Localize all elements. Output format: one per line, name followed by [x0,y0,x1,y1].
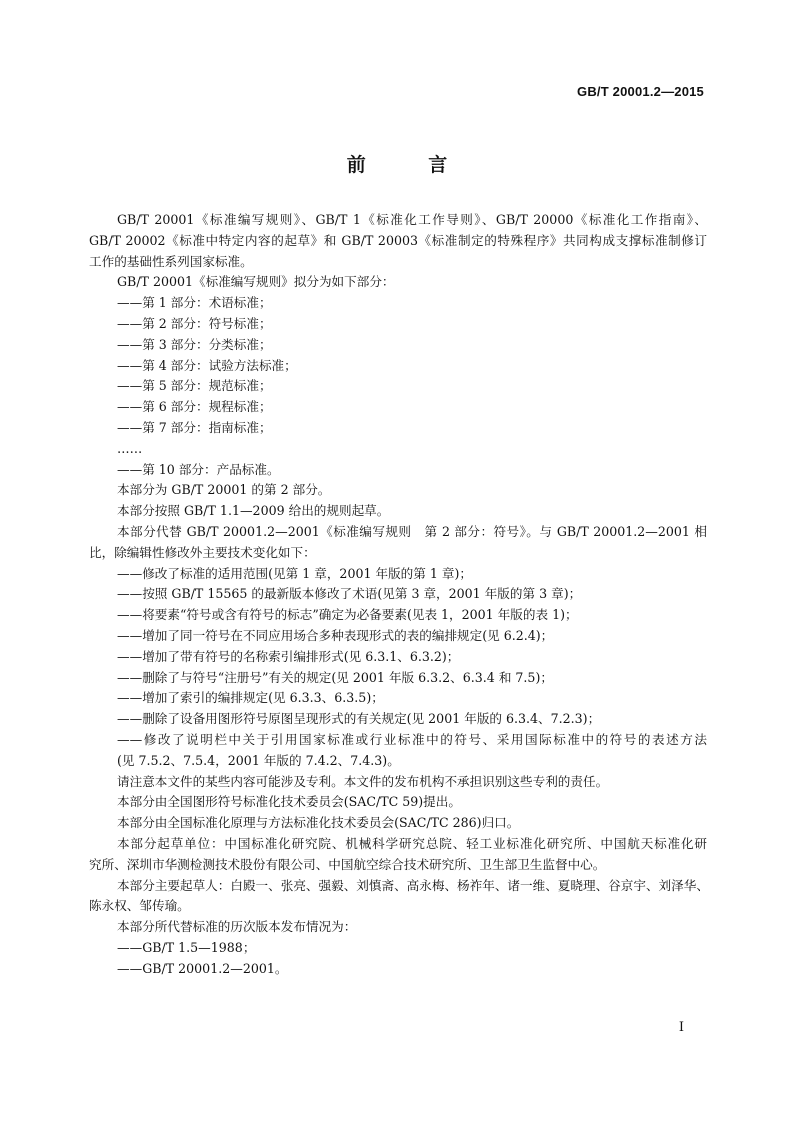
paragraph-line: 请注意本文件的某些内容可能涉及专利。本文件的发布机构不承担识别这些专利的责任。 [117,773,609,789]
list-item: ——第 1 部分：术语标准； [117,295,272,311]
list-item: ——删除了设备用图形符号原图呈现形式的有关规定(见 2001 年版的 6.3.4、7.2.3)； [117,711,601,727]
standard-code: GB/T 20001.2—2015 [577,84,704,99]
list-item: ——第 10 部分：产品标准。 [117,461,280,477]
list-item: ——将要素“符号或含有符号的标志”确定为必备要素(见表 1，2001 年版的表 1)； [117,607,578,623]
list-item: ——第 6 部分：规程标准； [117,399,272,415]
list-item: ——GB/T 1.5—1988； [117,939,256,955]
paragraph-line: 本部分起草单位：中国标准化研究院、机械科学研究总院、轻工业标准化研究所、中国航天标准化研 [117,835,707,851]
paragraph-line: 本部分代替 GB/T 20001.2—2001《标准编写规则 第 2 部分：符号》。与 GB/T 20001.2—2001 相 [117,523,707,539]
paragraph-line: 本部分由全国图形符号标准化技术委员会(SAC/TC 59)提出。 [117,794,461,810]
list-item: ——第 7 部分：指南标准； [117,419,272,435]
paragraph-line: 比，除编辑性修改外主要技术变化如下： [89,544,316,560]
paragraph-line: 本部分所代替标准的历次版本发布情况为： [117,919,357,935]
paragraph-line: 本部分由全国标准化原理与方法标准化技术委员会(SAC/TC 286)归口。 [117,815,520,831]
list-item: ——增加了带有符号的名称索引编排形式(见 6.3.1、6.3.2)； [117,648,460,664]
paragraph-line: GB/T 20002《标准中特定内容的起草》和 GB/T 20003《标准制定的特殊程序》共同构成支撑标准制修订 [89,232,707,248]
foreword-body [89,210,707,979]
page-title: 前 言 [346,154,476,176]
paragraph-line: 本部分为 GB/T 20001 的第 2 部分。 [117,482,331,498]
list-item: ——第 4 部分：试验方法标准； [117,357,297,373]
page-number: I [678,1020,684,1035]
list-item-continuation: (见 7.5.2、7.5.4，2001 年版的 7.4.2、7.4.3)。 [117,752,400,768]
paragraph-line: 工作的基础性系列国家标准。 [89,253,253,269]
list-item: ——第 5 部分：规范标准； [117,378,272,394]
list-item: ——删除了与符号“注册号”有关的规定(见 2001 年版 6.3.2、6.3.4 和 7.5)； [117,669,553,685]
paragraph-line: 本部分按照 GB/T 1.1—2009 给出的规则起草。 [117,503,390,519]
list-item: ——修改了说明栏中关于引用国家标准或行业标准中的符号、采用国际标准中的符号的表述方法 [117,731,707,747]
list-item: ——修改了标准的适用范围(见第 1 章，2001 年版的第 1 章)； [117,565,472,581]
list-item: ——GB/T 20001.2—2001。 [117,960,288,976]
list-item: ——按照 GB/T 15565 的最新版本修改了术语(见第 3 章，2001 年版的第 3 章)； [117,586,582,602]
list-item: ——第 3 部分：分类标准； [117,336,272,352]
list-item: ——增加了索引的编排规定(见 6.3.3、6.3.5)； [117,690,384,706]
paragraph-line: 究所、深圳市华测检测技术股份有限公司、中国航空综合技术研究所、卫生部卫生监督中心。 [89,856,606,872]
paragraph-line: GB/T 20001《标准编写规则》、GB/T 1《标准化工作导则》、GB/T 20000《标准化工作指南》、 [117,212,707,227]
paragraph-line: GB/T 20001《标准编写规则》拟分为如下部分： [117,274,395,290]
list-item: ——增加了同一符号在不同应用场合多种表现形式的表的编排规定(见 6.2.4)； [117,627,554,643]
paragraph-line: 本部分主要起草人：白殿一、张亮、强毅、刘慎斋、高永梅、杨祚年、诸一维、夏晓理、谷京宇、刘泽华、 [117,877,709,893]
list-item: ——第 2 部分：符号标准； [117,315,272,331]
ellipsis: …… [117,440,143,456]
paragraph-line: 陈永权、邹传瑜。 [89,898,190,914]
